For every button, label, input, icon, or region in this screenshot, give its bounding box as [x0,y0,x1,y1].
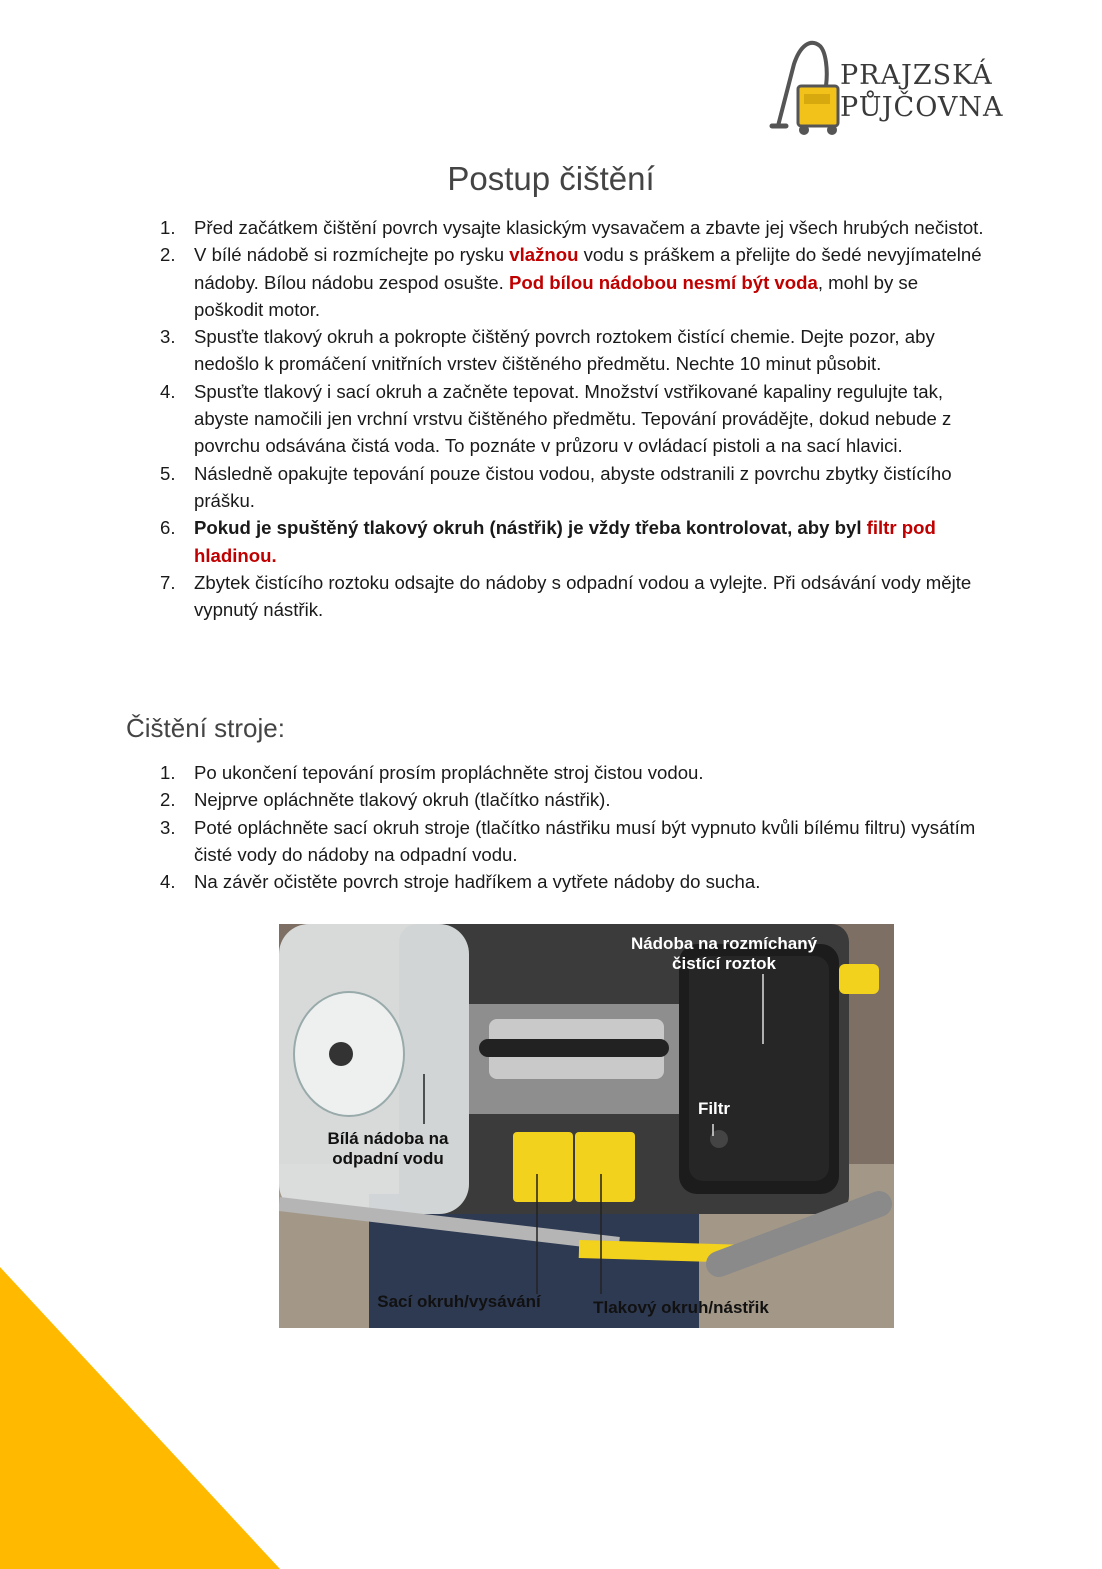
step-item [126,460,986,515]
step-number: 6. [160,517,176,539]
step-text-segment: Pokud je spuštěný tlakový okruh (nástřik) je vždy třeba kontrolovat, aby byl [194,517,867,539]
label-waste-water-container [303,1129,473,1169]
machine-cleaning-heading: Čištění stroje: [126,713,285,743]
machine-step-text: Poté opláchněte sací okruh stroje (tlačítko nástřiku musí být vypnuto kvůli bílému filtru) vysátím čisté vody do nádoby na odpadní vodu. [194,816,976,865]
step-number: 4. [160,380,176,402]
machine-step-number: 3. [160,816,176,838]
company-logo [750,40,1030,140]
step-number: 2. [160,244,176,266]
step-number: 3. [160,326,176,348]
step-text-segment: V bílé nádobě si rozmíchejte po rysku [194,244,510,266]
step-number: 5. [160,462,176,484]
machine-step-item [126,786,986,813]
logo-line-1: PRAJZSKÁ [840,60,993,91]
label-waste-line-1: Bílá nádoba na [327,1129,449,1148]
step-text-segment: Následně opakujte tepování pouze čistou vodou, abyste odstranili z povrchu zbytky čistícího prášku. [194,462,952,511]
label-suction-circuit: Sací okruh/vysávání [377,1292,541,1311]
step-item [126,323,986,378]
vacuum-cleaner-icon [750,40,840,140]
step-number: 1. [160,217,176,238]
label-pressure-circuit: Tlakový okruh/nástřik [593,1298,769,1317]
page-title: Postup čištění [447,160,655,197]
cleaning-steps-list [126,214,986,623]
step-text-segment: Před začátkem čištění povrch vysajte klasickým vysavačem a zbavte jej všech hrubých nečistot. [194,217,984,238]
machine-step-number: 1. [160,762,176,783]
machine-step-item [126,814,986,869]
label-mixed-solution-line-1: Nádoba na rozmíchaný [630,934,818,953]
label-mixed-solution-line-2: čistící roztok [672,954,776,973]
label-waste-line-2: odpadní vodu [332,1149,444,1168]
machine-step-item [126,759,986,786]
machine-photo [279,924,894,1328]
step-item [126,514,986,569]
machine-photo-illustration [279,924,894,1328]
step-item [126,569,986,624]
machine-step-text: Nejprve opláchněte tlakový okruh (tlačítko nástřik). [194,789,611,811]
corner-triangle-decoration [0,1267,280,1569]
step-text-segment: vlažnou [509,244,579,266]
logo-line-2: PŮJČOVNA [840,92,1004,123]
machine-step-number: 2. [160,789,176,811]
machine-step-item [126,868,986,895]
machine-step-text: Na závěr očistěte povrch stroje hadříkem a vytřete nádoby do sucha. [194,871,761,893]
step-number: 7. [160,571,176,593]
step-text-segment: filtr pod hladinou. [194,517,936,566]
step-text-segment: Pod bílou nádobou nesmí být voda [508,271,818,293]
step-text-segment: Spusťte tlakový okruh a pokropte čištěný povrch roztokem čistící chemie. Dejte pozor, aby nedošlo k promáčení vnitřních vrstev čištěného předmětu. Nechte 10 minut působit. [194,326,935,375]
label-filter: Filtr [697,1099,731,1118]
machine-step-number: 4. [160,871,176,893]
step-item [126,378,986,460]
step-item [126,214,986,241]
step-item [126,241,986,323]
step-text-segment: , mohl by se poškodit motor. [194,271,919,320]
label-mixed-solution-container [609,934,839,974]
step-text-segment: Zbytek čistícího roztoku odsajte do nádoby s odpadní vodou a vylejte. Při odsávání vody mějte vypnutý nástřik. [194,571,972,621]
step-text-segment: vodu s práškem a přelijte do šedé nevyjímatelné nádoby. Bílou nádobu zespod osušte. [194,244,982,293]
machine-step-text: Po ukončení tepování prosím propláchněte stroj čistou vodou. [194,762,704,783]
machine-cleaning-list [126,759,986,895]
step-text-segment: Spusťte tlakový i sací okruh a začněte tepovat. Množství vstřikované kapaliny regulujte tak, abyste namočili jen vrchní vrstvu čištěného předmětu. Tepování provádějte, dokud nebude z povrchu odsávána čistá voda. To poznáte v průzoru v ovládací pistoli a na sací hlavici. [194,380,952,457]
